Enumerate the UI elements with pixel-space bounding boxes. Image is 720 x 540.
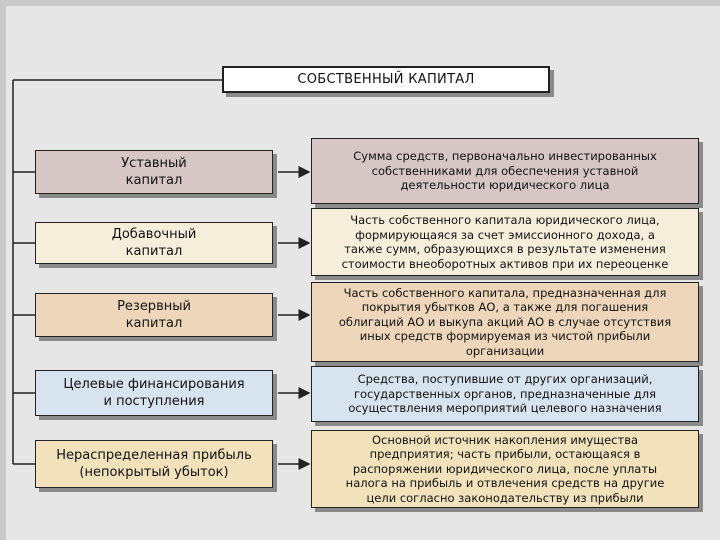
diagram-title [222,66,550,93]
right-box-charter-capital [311,138,699,204]
left-box-additional-capital [35,222,273,264]
right-box-targeted-financing [311,366,699,422]
diagram-title-text: СОБСТВЕННЫЙ КАПИТАЛ [297,72,475,87]
right-box-retained-earnings [311,430,699,508]
right-box-additional-capital [311,208,699,276]
left-box-charter-capital [35,150,273,194]
left-box-reserve-capital [35,293,273,337]
right-box-reserve-capital [311,282,699,362]
left-box-label: Добавочный капитал [111,227,197,259]
right-box-description: Часть собственного капитала юридического лица, формирующаяся за счет эмиссионного дохода, а также сумм, образующихся в результате изменения стоимости внеоборотных активов при их переоценке [341,213,669,271]
right-box-description: Средства, поступившие от других организаций, государственных органов, предназначенные для осуществления мероприятий целевого назначения [348,372,662,416]
right-box-description: Часть собственного капитала, предназначенная для покрытия убытков АО, а также для погашения облигаций АО и выкупа акций АО в случае отсутствия иных средств формируемая из чистой прибыли организации [338,285,672,358]
left-box-label: Резервный капитал [117,299,191,331]
left-box-label: Целевые финансирования и поступления [63,377,245,409]
left-box-targeted-financing [35,370,273,416]
left-box-label: Уставный капитал [121,156,187,188]
left-box-label: Нераспределенная прибыль (непокрытый убыток) [56,448,252,480]
right-box-description: Основной источник накопления имущества предприятия; часть прибыли, остающаяся в распоряжении юридического лица, после уплаты налога на прибыль и отвлечения средств на другие цели согласно законодательству из прибыли [345,432,665,505]
left-box-retained-earnings [35,440,273,488]
right-box-description: Сумма средств, первоначально инвестированных собственниками для обеспечения уставной деятельности юридического лица [353,149,657,193]
